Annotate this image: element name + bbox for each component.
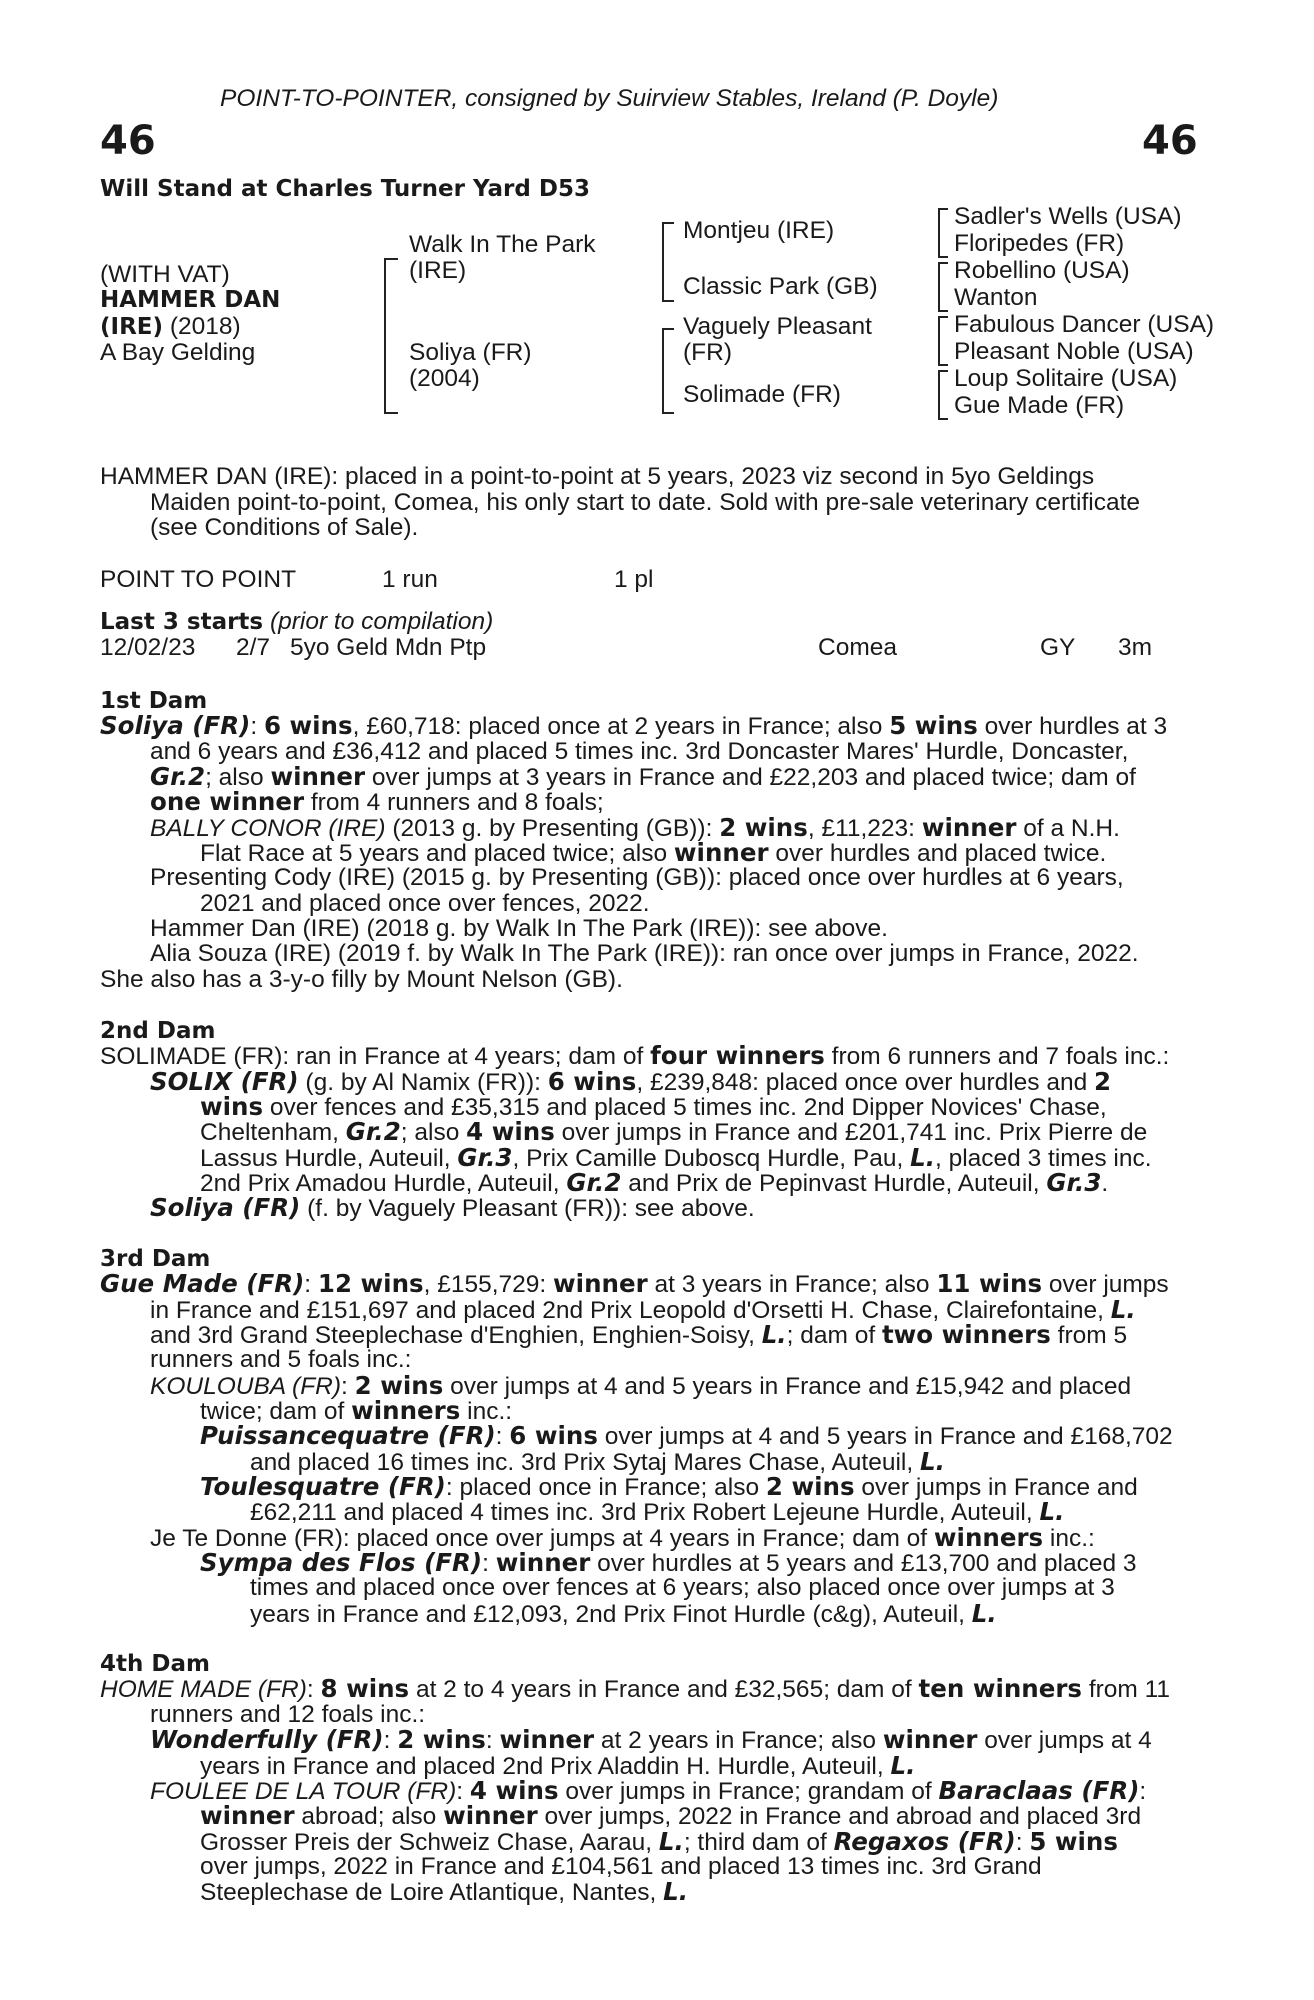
- second-dam-title: 2nd Dam: [100, 1018, 216, 1044]
- wins: 11 wins: [936, 1269, 1043, 1298]
- text: over jumps in France; grandam of: [558, 1778, 939, 1805]
- text: from 5: [1050, 1322, 1128, 1349]
- summary-line-3: (see Conditions of Sale).: [150, 514, 419, 541]
- offspring-name: Baraclaas (FR): [938, 1776, 1140, 1805]
- first-dam-line-2: and 6 years and £36,412 and placed 5 times inc. 3rd Doncaster Mares' Hurdle, Doncaster,: [150, 738, 1129, 765]
- third-dam-line-10: [250, 1499, 1064, 1526]
- text: twice; dam of: [200, 1398, 352, 1425]
- grade: Gr.2: [345, 1117, 401, 1146]
- wins: 2 wins: [719, 813, 808, 842]
- pedigree-sire-origin: (IRE): [409, 257, 467, 284]
- second-dam-line-7: [150, 1195, 755, 1222]
- consignor-line: POINT-TO-POINTER, consigned by Suirview Stables, Ireland (P. Doyle): [220, 85, 999, 112]
- second-dam-line-5: [200, 1145, 1152, 1172]
- third-dam-line-13: times and placed once over fences at 6 years; also placed once over jumps at 3: [250, 1574, 1115, 1601]
- text: over jumps at 4: [977, 1727, 1152, 1754]
- winner: winner: [270, 762, 366, 791]
- last-starts-heading: [100, 609, 493, 636]
- wins: 4 wins: [466, 1117, 555, 1146]
- offspring-name: SOLIX (FR): [150, 1067, 299, 1096]
- g-brace-1: [938, 208, 948, 258]
- winner: winner: [553, 1269, 648, 1298]
- pedigree-dam: Soliya (FR): [409, 339, 532, 366]
- offspring-name: KOULOUBA (FR): [150, 1373, 342, 1400]
- second-dam-line-3: [200, 1094, 1107, 1121]
- fourth-dam-line-9: [200, 1879, 688, 1906]
- wins: 6 wins: [547, 1067, 637, 1096]
- wins: 6 wins: [509, 1421, 598, 1450]
- start-course: Comea: [818, 634, 897, 661]
- first-dam-line-7: Presenting Cody (IRE) (2015 g. by Presenting (GB)): placed once over hurdles at 6 years,: [150, 864, 1124, 891]
- third-dam-line-3: [150, 1322, 1127, 1349]
- text: Flat Race at 5 years and placed twice; also: [200, 840, 674, 867]
- record-label: POINT TO POINT: [100, 566, 297, 593]
- winner: winner: [443, 1801, 538, 1830]
- text: , £60,718: placed once at 2 years in France; also: [352, 713, 890, 740]
- text: , Prix Camille Duboscq Hurdle, Pau,: [512, 1145, 911, 1172]
- sire-dam-brace: [384, 258, 398, 414]
- text: ; dam of: [786, 1322, 882, 1349]
- g-brace-3: [938, 316, 948, 366]
- dam-name: HOME MADE (FR): [100, 1676, 307, 1703]
- text: of a N.H.: [1016, 815, 1120, 842]
- text: ; also: [400, 1119, 467, 1146]
- pedigree-dam-year: (2004): [409, 365, 480, 392]
- winner: winner: [921, 813, 1017, 842]
- text: over hurdles at 3: [977, 713, 1168, 740]
- third-dam-line-7: [200, 1423, 1173, 1450]
- text: over jumps, 2022 in France and abroad and placed 3rd: [537, 1803, 1142, 1830]
- text: years in France and placed 2nd Prix Aladdin H. Hurdle, Auteuil,: [200, 1753, 891, 1780]
- grade: L.: [910, 1143, 935, 1172]
- winner: winner: [495, 1548, 591, 1577]
- record-runs: 1 run: [382, 566, 438, 593]
- start-going: GY: [1040, 634, 1076, 661]
- third-dam-title: 3rd Dam: [100, 1246, 211, 1272]
- text: ; third dam of: [683, 1829, 834, 1856]
- g-brace-4: [938, 370, 948, 420]
- text: £62,211 and placed 4 times inc. 3rd Prix Robert Lejeune Hurdle, Auteuil,: [250, 1499, 1040, 1526]
- text: :: [341, 1373, 355, 1400]
- pedigree-g2: Floripedes (FR): [954, 230, 1125, 257]
- offspring-name: Regaxos (FR): [833, 1827, 1016, 1856]
- text: (f. by Vaguely Pleasant (FR)): see above.: [300, 1195, 755, 1222]
- winner-count: one winner: [150, 787, 305, 816]
- second-dam-line-1: [100, 1043, 1169, 1070]
- text: SOLIMADE (FR): ran in France at 4 years; dam of: [100, 1043, 651, 1070]
- listed: L.: [920, 1447, 945, 1476]
- winner: winner: [882, 1725, 978, 1754]
- third-dam-line-4: runners and 5 foals inc.:: [150, 1346, 412, 1373]
- second-dam-line-2: [150, 1069, 1111, 1096]
- text: inc.:: [1043, 1525, 1095, 1552]
- text: Je Te Donne (FR): placed once over jumps at 4 years in France; dam of: [150, 1525, 934, 1552]
- offspring-name: Toulesquatre (FR): [200, 1472, 446, 1501]
- text: :: [250, 713, 264, 740]
- pedigree-g4: Wanton: [954, 284, 1038, 311]
- grade: Gr.2: [150, 762, 206, 791]
- first-dam-line-9: Hammer Dan (IRE) (2018 g. by Walk In The Park (IRE)): see above.: [150, 915, 888, 942]
- listed: L.: [663, 1877, 689, 1906]
- lot-number-left: 46: [100, 118, 156, 164]
- text: :: [304, 1271, 318, 1298]
- third-dam-line-9: [200, 1474, 1138, 1501]
- winner: winner: [200, 1801, 295, 1830]
- first-dam-line-8: 2021 and placed once over fences, 2022.: [200, 890, 650, 917]
- wins: 2 wins: [397, 1725, 486, 1754]
- pedigree-g1: Sadler's Wells (USA): [954, 203, 1182, 230]
- horse-origin: (IRE): [100, 314, 164, 340]
- lot-number-right: 46: [1142, 118, 1198, 164]
- text: (g. by Al Namix (FR)):: [298, 1069, 548, 1096]
- first-dam-line-6: [200, 840, 1106, 867]
- listed: L.: [890, 1751, 916, 1780]
- horse-year: (2018): [169, 313, 241, 340]
- fourth-dam-line-3: [150, 1727, 1152, 1754]
- text: in France and £151,697 and placed 2nd Prix Leopold d'Orsetti H. Chase, Clairefontaine,: [150, 1297, 1111, 1324]
- offspring-name: Puissancequatre (FR): [200, 1421, 496, 1450]
- fourth-dam-line-1: [100, 1676, 1170, 1703]
- text: :: [482, 1550, 496, 1577]
- vat-note: (WITH VAT): [100, 261, 230, 288]
- offspring-name: Wonderfully (FR): [150, 1725, 384, 1754]
- first-dam-title: 1st Dam: [100, 688, 208, 714]
- stand-location: Will Stand at Charles Turner Yard D53: [100, 176, 590, 202]
- winner: winner: [499, 1725, 595, 1754]
- pedigree-g7: Loup Solitaire (USA): [954, 365, 1178, 392]
- winner-count: ten winners: [918, 1674, 1083, 1703]
- listed: L.: [658, 1827, 684, 1856]
- text: , £11,223:: [807, 815, 922, 842]
- pedigree-dam-sire: Vaguely Pleasant: [683, 313, 872, 340]
- text: Steeplechase de Loire Atlantique, Nantes,: [200, 1879, 664, 1906]
- winners: winners: [933, 1523, 1044, 1552]
- text: over fences and £35,315 and placed 5 times inc. 2nd Dipper Novices' Chase,: [263, 1094, 1107, 1121]
- listed: L.: [761, 1320, 787, 1349]
- pedigree-sire-sire: Montjeu (IRE): [683, 217, 835, 244]
- third-dam-line-12: [200, 1550, 1137, 1577]
- start-distance: 3m: [1118, 634, 1153, 661]
- fourth-dam-line-2: runners and 12 foals inc.:: [150, 1701, 426, 1728]
- text: inc.:: [460, 1398, 513, 1425]
- start-date: 12/02/23: [100, 634, 196, 661]
- text: Cheltenham,: [200, 1119, 346, 1146]
- listed: L.: [1039, 1497, 1065, 1526]
- winner-count: four winners: [650, 1041, 825, 1070]
- wins: 5 wins: [1029, 1827, 1118, 1856]
- dam-parents-brace: [662, 328, 674, 414]
- text: over hurdles and placed twice.: [768, 840, 1107, 867]
- offspring-name: Sympa des Flos (FR): [200, 1548, 483, 1577]
- wins: 2 wins: [354, 1371, 444, 1400]
- last-starts-title: Last 3 starts: [100, 609, 264, 635]
- text: :: [306, 1676, 321, 1703]
- text: Lassus Hurdle, Auteuil,: [200, 1145, 458, 1172]
- text: over jumps at 4 and 5 years in France and £15,942 and placed: [443, 1373, 1132, 1400]
- grade: Gr.3: [1046, 1168, 1102, 1197]
- fourth-dam-line-7: [200, 1829, 1118, 1856]
- first-dam-line-11: She also has a 3-y-o filly by Mount Nelson (GB).: [100, 966, 623, 993]
- second-dam-line-4: [200, 1119, 1147, 1146]
- text: from 11: [1082, 1676, 1171, 1703]
- fourth-dam-line-5: [150, 1778, 1146, 1805]
- text: over hurdles at 5 years and £13,700 and placed 3: [590, 1550, 1137, 1577]
- start-position: 2/7: [236, 634, 271, 661]
- pedigree-g5: Fabulous Dancer (USA): [954, 311, 1215, 338]
- second-dam-line-6: [200, 1170, 1108, 1197]
- text: .: [1101, 1170, 1109, 1197]
- text: :: [495, 1423, 510, 1450]
- text: over jumps at 3 years in France and £22,203 and placed twice; dam of: [365, 764, 1136, 791]
- dam-name: Soliya (FR): [100, 711, 251, 740]
- text: abroad; also: [294, 1803, 444, 1830]
- listed: L.: [971, 1599, 997, 1628]
- text: :: [1015, 1829, 1030, 1856]
- offspring-name: Soliya (FR): [150, 1193, 301, 1222]
- text: at 2 years in France; also: [594, 1727, 883, 1754]
- pedigree-g6: Pleasant Noble (USA): [954, 338, 1194, 365]
- third-dam-line-14: [250, 1601, 997, 1628]
- summary-line-1: HAMMER DAN (IRE): placed in a point-to-point at 5 years, 2023 viz second in 5yo Geldings: [100, 463, 1095, 490]
- winners: winners: [351, 1396, 461, 1425]
- text: :: [456, 1778, 470, 1805]
- wins: 4 wins: [469, 1776, 559, 1805]
- first-dam-line-1: [100, 713, 1167, 740]
- grade: Gr.2: [566, 1168, 622, 1197]
- pedigree-dam-sire-origin: (FR): [683, 339, 732, 366]
- text: and 3rd Grand Steeplechase d'Enghien, Enghien-Soisy,: [150, 1322, 762, 1349]
- text: Grosser Preis der Schweiz Chase, Aarau,: [200, 1829, 659, 1856]
- g-brace-2: [938, 262, 948, 312]
- winner: winner: [673, 838, 769, 867]
- text: at 2 to 4 years in France and £32,565; dam of: [409, 1676, 919, 1703]
- text: 2nd Prix Amadou Hurdle, Auteuil,: [200, 1170, 567, 1197]
- text: from 6 runners and 7 foals inc.:: [824, 1043, 1170, 1070]
- sire-parents-brace: [662, 222, 674, 302]
- text: ; also: [205, 764, 271, 791]
- text: at 3 years in France; also: [647, 1271, 937, 1298]
- last-starts-note: (prior to compilation): [269, 608, 494, 635]
- fourth-dam-line-6: [200, 1803, 1141, 1830]
- third-dam-line-1: [100, 1271, 1169, 1298]
- first-dam-line-5: [150, 815, 1120, 842]
- text: : placed once in France; also: [445, 1474, 766, 1501]
- pedigree-sire-dam: Classic Park (GB): [683, 273, 878, 300]
- text: over jumps in France and: [854, 1474, 1138, 1501]
- wins: 5 wins: [889, 711, 978, 740]
- fourth-dam-title: 4th Dam: [100, 1651, 210, 1677]
- listed: L.: [1110, 1295, 1136, 1324]
- wins: wins: [200, 1092, 264, 1121]
- horse-name: HAMMER DAN: [100, 287, 281, 313]
- first-dam-line-10: Alia Souza (IRE) (2019 f. by Walk In The Park (IRE)): ran once over jumps in France, 2022.: [150, 940, 1139, 967]
- pedigree-dam-dam: Solimade (FR): [683, 381, 841, 408]
- third-dam-line-5: [150, 1373, 1131, 1400]
- pedigree-g3: Robellino (USA): [954, 257, 1130, 284]
- text: , £155,729:: [423, 1271, 554, 1298]
- pedigree-g8: Gue Made (FR): [954, 392, 1125, 419]
- pedigree-sire: Walk In The Park: [409, 231, 596, 258]
- record-placed: 1 pl: [614, 566, 654, 593]
- grade: Gr.3: [457, 1143, 513, 1172]
- text: :: [383, 1727, 398, 1754]
- text: years in France and £12,093, 2nd Prix Finot Hurdle (c&g), Auteuil,: [250, 1601, 972, 1628]
- wins: 2: [1094, 1067, 1112, 1096]
- text: :: [1139, 1778, 1147, 1805]
- text: , £239,848: placed once over hurdles and: [636, 1069, 1095, 1096]
- horse-description: A Bay Gelding: [100, 339, 256, 366]
- text: over jumps in France and £201,741 inc. Prix Pierre de: [554, 1119, 1148, 1146]
- text: (2013 g. by Presenting (GB)):: [385, 815, 720, 842]
- text: over jumps at 4 and 5 years in France and £168,702: [597, 1423, 1173, 1450]
- summary-line-2: Maiden point-to-point, Comea, his only start to date. Sold with pre-sale veterinary certificate: [150, 489, 1141, 516]
- text: from 4 runners and 8 foals;: [304, 789, 604, 816]
- wins: 6 wins: [263, 711, 353, 740]
- winner-count: two winners: [881, 1320, 1051, 1349]
- fourth-dam-line-8: over jumps, 2022 in France and £104,561 and placed 13 times inc. 3rd Grand: [200, 1853, 1042, 1880]
- text: over jumps: [1042, 1271, 1169, 1298]
- text: and placed 16 times inc. 3rd Prix Sytaj Mares Chase, Auteuil,: [250, 1449, 920, 1476]
- offspring-name: FOULEE DE LA TOUR (FR): [150, 1778, 457, 1805]
- wins: 12 wins: [317, 1269, 424, 1298]
- first-dam-line-4: [150, 789, 604, 816]
- start-race: 5yo Geld Mdn Ptp: [290, 634, 487, 661]
- text: and Prix de Pepinvast Hurdle, Auteuil,: [621, 1170, 1047, 1197]
- offspring-name: BALLY CONOR (IRE): [150, 815, 386, 842]
- text: , placed 3 times inc.: [935, 1145, 1152, 1172]
- horse-origin-year: [100, 314, 241, 341]
- text: :: [485, 1727, 500, 1754]
- dam-name: Gue Made (FR): [100, 1269, 305, 1298]
- wins: 8 wins: [320, 1674, 410, 1703]
- wins: 2 wins: [765, 1472, 855, 1501]
